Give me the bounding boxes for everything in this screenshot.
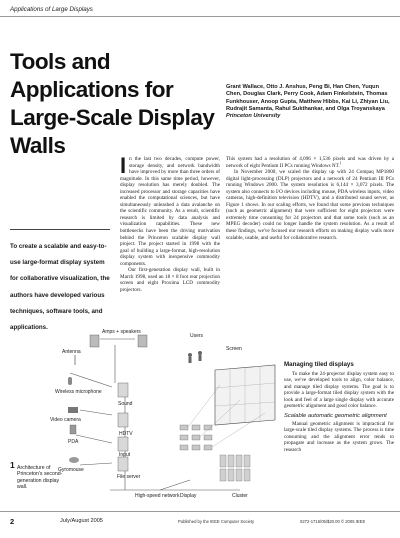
label-sound: Sound [118, 401, 133, 407]
label-cluster: Cluster [232, 493, 248, 499]
drop-cap: I [120, 153, 127, 178]
body-column-3 [284, 362, 394, 454]
label-video-camera: Video camera [50, 417, 81, 423]
label-hdtv: HDTV [119, 431, 133, 437]
intro-text: n the last two decades, compute power, storage density, and network bandwidth have improved by more than three orders of magnitude. In this same time period, however, display resolution has merely doubled. The increased processor and storage capacities have enabled the computational sciences, but have simultaneously unleashed a data avalanche on the scientific community. As a result, scientific research is limited by data analysis and visualization capabilities. These new bottlenecks have been the driving motivation behind the Princeton scalable display wall project. The project started in 1998 with the goal of building a large-format, high-resolution display system with inexpensive commodity components. [120, 156, 220, 267]
speaker-left-icon [90, 335, 99, 347]
video-camera-icon [68, 407, 78, 413]
reference-1: 1 [339, 160, 342, 165]
label-file-server: File server [117, 474, 141, 480]
label-screen: Screen [226, 346, 242, 352]
gyromouse-icon [69, 457, 79, 463]
label-amps-speakers: Amps + speakers [102, 329, 141, 335]
running-head: Applications of Large Displays [10, 6, 93, 13]
speaker-icon [138, 335, 147, 347]
label-input: Input [119, 452, 131, 458]
header-rule [0, 16, 400, 17]
body-column-2 [226, 156, 394, 241]
hdtv-pc-icon [118, 413, 128, 427]
label-display: Display [180, 493, 197, 499]
footer-rule [0, 511, 400, 512]
label-users: Users [190, 333, 204, 339]
page-number: 2 [10, 517, 15, 526]
article-title: Tools and Applications for Large-Scale Display Walls [10, 49, 215, 158]
paragraph-november-2000: In November 2000, we scaled the display up with 24 Compaq MP1800 digital light-processing (DLP) projectors and a network of 24 Pentium III PCs running Windows 2000. The system resolution is 6,144 × 3,072 pixels. The system also connects to I/O devices including mouse, PDA wireless inputs, video cameras, high-definition television (HDTV), and a distributed sound server, as Figure 1 shows. In our scaling efforts, we found that some previous techniques (such as geometric alignment) that were sufficient for eight projectors were extremely time consuming for 24 projectors and that some tools (such as an MPEG decoder) could no longer handle the system resolution. As a result of these findings, we've focused our research efforts on making display walls more scalable, usable, and useful for collaborative research. [226, 169, 394, 241]
author-block [226, 84, 394, 120]
issue-date: July/August 2005 [60, 518, 103, 524]
label-high-speed-network: High-speed network [135, 493, 180, 499]
label-wireless-microphone: Wireless microphone [55, 389, 102, 395]
affiliation: Princeton University [226, 113, 281, 120]
sound-pc-icon [118, 383, 128, 397]
users-icon [188, 351, 202, 363]
continuation-text: This system had a resolution of 4,096 × 1,536 pixels and was driven by a network of eight Pentium II PCs running Windows NT. [226, 156, 394, 169]
paragraph-alignment: Manual geometric alignment is impractical for large-scale tiled display systems. The process is time consuming and the alignment error tends to propagate and increase as the system grows. The research [284, 420, 394, 454]
projector-array [180, 425, 212, 450]
pull-quote: To create a scalable and easy-to-use large-format display system for collaborative visualization, the authors have developed various techniques, software tools, and applications. [10, 243, 110, 332]
author-list: Grant Wallace, Otto J. Anshus, Peng Bi, Han Chen, Yuqun Chen, Douglas Clark, Perry Cook, Adam Finkelstein, Thomas Funkhouser, Anoop Gupta, Matthew Hibbs, Kai Li, Zhiyan Liu, Rudrajit Samanta, Rahul Sukthankar, and Olga Troyanskaya [226, 84, 390, 112]
cluster-machines [220, 455, 250, 481]
body-column-1 [120, 153, 220, 293]
projection-screen [215, 365, 275, 425]
paragraph-managing: To make the 24-projector display system easy to use, we've developed tools to align, color balance, and manage tiled display systems. The goal is to provide a large-format tiled display system with the look and feel of a large single display with accurate geometric alignment and good color balance. [284, 370, 394, 410]
label-antenna: Antenna [62, 349, 81, 355]
pda-icon [70, 425, 76, 434]
section-heading-managing: Managing tiled displays [284, 361, 354, 368]
label-pda: PDA [68, 439, 79, 445]
publisher-line: Published by the IEEE Computer Society [178, 519, 255, 524]
label-gyromouse: Gyromouse [58, 467, 84, 473]
paragraph-first-generation: Our first-generation display wall, built in March 1998, used an 18 × 8 foot rear projection screen and eight Proxima LCD commodity projectors. [120, 267, 220, 293]
microphone-icon [68, 377, 72, 385]
subsection-heading-alignment: Scalable automatic geometric alignment [284, 412, 387, 419]
intro-paragraph [120, 153, 220, 267]
pull-quote-rule [10, 229, 110, 230]
file-server-icon [118, 457, 128, 471]
figure-number: 1 [10, 460, 15, 470]
copyright-line: 0272-1716/05/$20.00 © 2005 IEEE [300, 519, 366, 524]
figure-architecture-diagram [40, 325, 282, 505]
paragraph-continuation [226, 156, 394, 169]
connection-lines [70, 339, 240, 490]
figure-caption: Architecture of Princeton's second-generation display wall. [17, 465, 63, 491]
input-pc-icon [118, 437, 128, 451]
